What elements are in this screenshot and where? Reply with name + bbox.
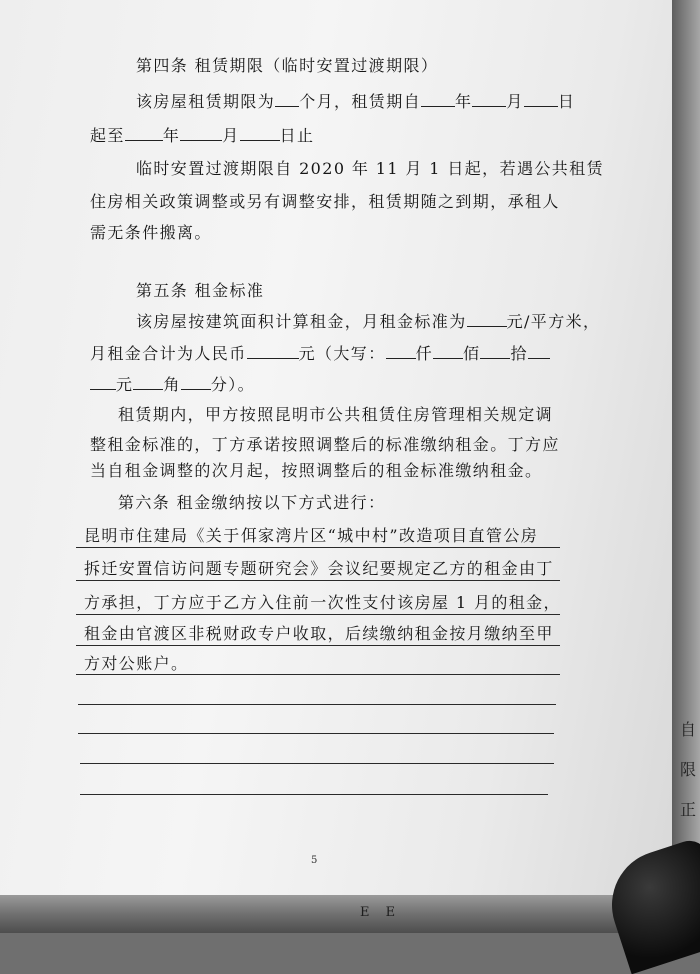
blank-rule <box>78 733 554 734</box>
blank-yuan <box>90 374 116 390</box>
blank-bai <box>433 343 463 359</box>
article-5-para-line-1: 租赁期内，甲方按照昆明市公共租赁住房管理相关规定调 <box>118 405 554 424</box>
article-5-para-line-3: 当自租金调整的次月起，按照调整后的租金标准缴纳租金。 <box>90 461 543 480</box>
article-5-heading: 第五条 租金标准 <box>136 281 265 300</box>
blank-end-day <box>240 125 280 141</box>
blank-shi <box>480 343 510 359</box>
article-4-term-line: 该房屋租赁期限为 个月，租赁期自 年 月 日 <box>136 92 576 111</box>
blank-rate <box>467 311 507 327</box>
article-5-rate-line: 该房屋按建筑面积计算租金，月租金标准为 元/平方米， <box>136 312 601 331</box>
blank-end-year <box>125 125 163 141</box>
blank-fen <box>181 374 211 390</box>
blank-start-day <box>524 91 558 107</box>
article-5-para-line-2: 整租金标准的，丁方承诺按照调整后的标准缴纳租金。丁方应 <box>90 435 560 454</box>
blank-rule <box>80 794 548 795</box>
article-4-para-line-1: 临时安置过渡期限自 2020 年 11 月 1 日起，若遇公共租赁 <box>136 159 604 178</box>
background-papers <box>0 895 700 933</box>
page-number: 5 <box>311 855 318 866</box>
blank-end-month <box>180 125 222 141</box>
blank-rule <box>78 704 556 705</box>
article-6-handwritten-line-2: 拆迁安置信访问题专题研究会》会议纪要规定乙方的租金由丁 <box>84 559 554 578</box>
article-6-handwritten-line-4: 租金由官渡区非税财政专户收取，后续缴纳租金按月缴纳至甲 <box>84 624 554 643</box>
blank-rule <box>80 763 554 764</box>
article-4-para-line-2: 住房相关政策调整或另有调整安排，租赁期随之到期，承租人 <box>90 192 560 211</box>
blank-qian <box>386 343 416 359</box>
article-6-handwritten-line-3: 方承担，丁方应于乙方入住前一次性支付该房屋 1 月的租金， <box>84 593 561 612</box>
article-4-para-line-3: 需无条件搬离。 <box>90 223 212 242</box>
article-5-total-line: 月租金合计为人民币 元（大写： 仟 佰 拾 <box>90 343 550 364</box>
blank-start-month <box>472 91 506 107</box>
article-6-handwritten-line-5: 方对公账户。 <box>84 654 189 673</box>
underline-rule <box>76 580 560 581</box>
blank-shi-tail <box>528 343 550 359</box>
blank-total-amount <box>247 343 299 359</box>
article-6-handwritten-line-1: 昆明市住建局《关于佴家湾片区“城中村”改造项目直管公房 <box>84 526 539 545</box>
next-page-edge-text: 自 限 正 <box>680 720 697 819</box>
blank-jiao <box>133 374 163 390</box>
underline-rule <box>76 614 560 615</box>
article-6-heading: 第六条 租金缴纳按以下方式进行： <box>118 493 386 512</box>
background-paper-text: E E <box>360 905 402 920</box>
article-4-heading: 第四条 租赁期限（临时安置过渡期限） <box>136 56 439 75</box>
underline-rule <box>76 674 560 675</box>
article-5-amount-line: 元 角 分）。 <box>90 374 255 395</box>
underline-rule <box>76 547 560 548</box>
underline-rule <box>76 645 560 646</box>
blank-months <box>275 91 299 107</box>
blank-start-year <box>421 91 455 107</box>
article-4-end-line: 起至 年 月 日止 <box>90 126 315 145</box>
